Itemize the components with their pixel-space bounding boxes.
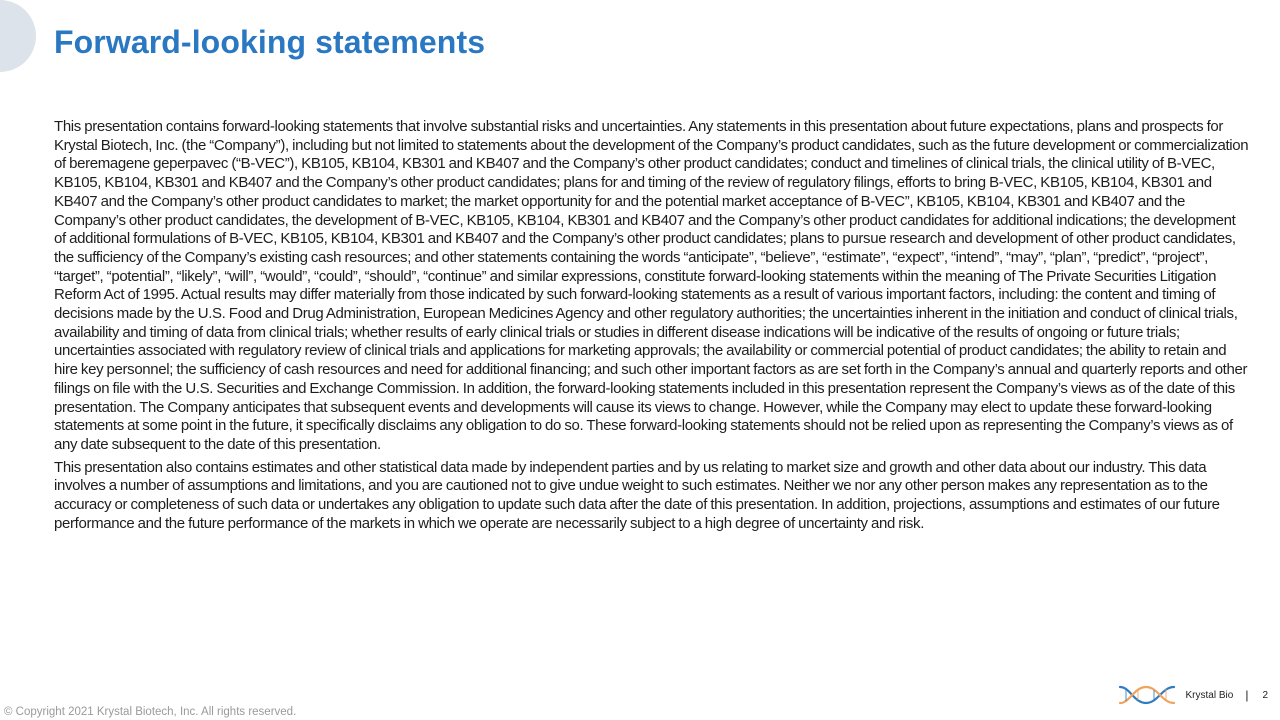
slide-title: Forward-looking statements (54, 24, 486, 60)
disclaimer-body (54, 118, 1249, 537)
disclaimer-paragraph-1: This presentation contains forward-looking statements that involve substantial risks and uncertainties. Any statements in this presentation about future expectations, plans and prospects for Krystal Biotech, Inc. (the “Company”), including but not limited to statements about the development of the Company’s product candidates, such as the future development or commercialization of beremagene geperpavec (“B-VEC”), KB105, KB104, KB301 and KB407 and the Company’s other product candidates; conduct and timelines of clinical trials, the clinical utility of B-VEC, KB105, KB104, KB301 and KB407 and the Company’s other product candidates; plans for and timing of the review of regulatory filings, efforts to bring B-VEC, KB105, KB104, KB301 and KB407 and the Company’s other product candidates to market; the market opportunity for and the potential market acceptance of B-VEC”, KB105, KB104, KB301 and KB407 and the Company’s other product candidates, the development of B-VEC, KB105, KB104, KB301 and KB407 and the Company’s other product candidates for additional indications; the development of additional formulations of B-VEC, KB105, KB104, KB301 and KB407 and the Company’s other product candidates; plans to pursue research and development of other product candidates, the sufficiency of the Company’s existing cash resources; and other statements containing the words “anticipate”, “believe”, “estimate”, “expect”, “intend”, “may”, “plan”, “predict”, “project”, “target”, “potential”, “likely”, “will”, “would”, “could”, “should”, “continue” and similar expressions, constitute forward-looking statements within the meaning of The Private Securities Litigation Reform Act of 1995. Actual results may differ materially from those indicated by such forward-looking statements as a result of various important factors, including: the content and timing of decisions made by the U.S. Food and Drug Administration, European Medicines Agency and other regulatory authorities; the uncertainties inherent in the initiation and conduct of clinical trials, availability and timing of data from clinical trials; whether results of early clinical trials or studies in different disease indications will be indicative of the results of ongoing or future trials; uncertainties associated with regulatory review of clinical trials and applications for marketing approvals; the availability or commercial potential of product candidates; the ability to retain and hire key personnel; the sufficiency of cash resources and need for additional financing; and such other important factors as are set forth in the Company’s annual and quarterly reports and other filings on file with the U.S. Securities and Exchange Commission. In addition, the forward-looking statements included in this presentation represent the Company’s views as of the date of this presentation. The Company anticipates that subsequent events and developments will cause its views to change. However, while the Company may elect to update these forward-looking statements at some point in the future, it specifically disclaims any obligation to do so. These forward-looking statements should not be relied upon as representing the Company’s views as of any date subsequent to the date of this presentation. (54, 118, 1249, 453)
disclaimer-paragraph-2: This presentation also contains estimates and other statistical data made by independent parties and by us relating to market size and growth and other data about our industry. This data involves a number of assumptions and limitations, and you are cautioned not to give undue weight to such estimates. Neither we nor any other person makes any representation as to the accuracy or completeness of such data or undertakes any obligation to update such data after the date of this presentation. In addition, projections, assumptions and estimates of our future performance and the future performance of the markets in which we operate are necessarily subject to a high degree of uncertainty and risk. (54, 458, 1220, 532)
corner-decoration (0, 0, 36, 72)
dna-helix-icon (1116, 680, 1178, 710)
footer-separator: | (1245, 688, 1249, 702)
brand-footer (1116, 680, 1272, 710)
copyright-notice: © Copyright 2021 Krystal Biotech, Inc. All rights reserved. (4, 706, 297, 718)
page-number: 2 (1262, 689, 1268, 701)
brand-name: Krystal Bio (1185, 689, 1234, 701)
